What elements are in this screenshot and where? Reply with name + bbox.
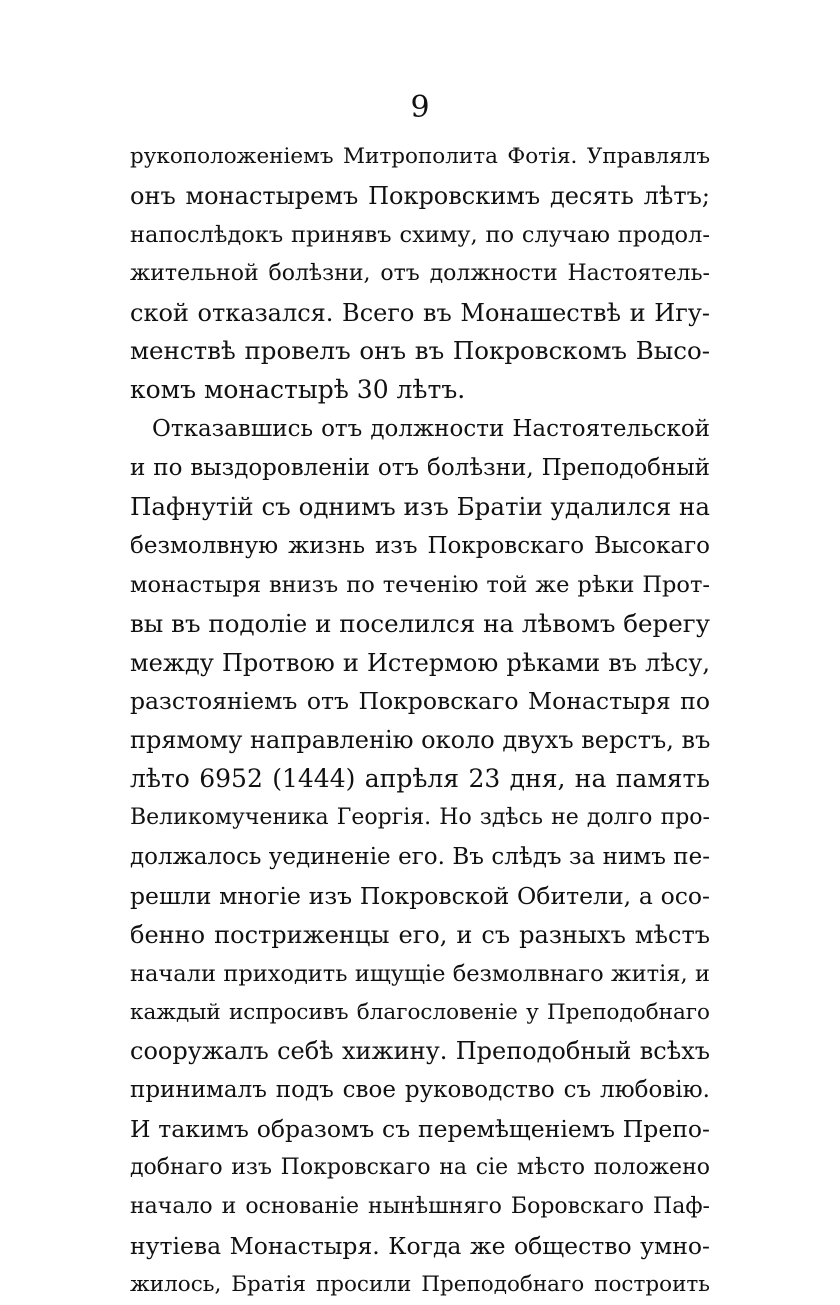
text-line: каждый испросивъ благословенiе у Преподобнаго — [130, 999, 710, 1025]
text-line: Великомученика Георгiя. Но здѣсь не долго про- — [130, 805, 710, 831]
text-line: и по выздоровленiи отъ болѣзни, Преподобный — [130, 455, 710, 482]
text-line: жительной болѣзни, отъ должности Настоятель- — [130, 260, 710, 286]
text-line: разстоянiемъ отъ Покровскаго Монастыря по — [130, 687, 710, 716]
text-line: вы въ подолiе и поселился на лѣвомъ берегу — [130, 608, 710, 638]
text-line: комъ монастырѣ 30 лѣтъ. — [130, 375, 466, 405]
text-line: бенно постриженцы его, и съ разныхъ мѣстъ — [130, 920, 710, 949]
text-line: онъ монастыремъ Покровскимъ десять лѣтъ; — [130, 181, 710, 210]
text-line: сооружалъ себѣ хижину. Преподобный всѣхъ — [130, 1037, 710, 1066]
text-line: И такимъ образомъ съ перемѣщенiемъ Препо- — [130, 1115, 710, 1144]
text-line: рукоположенiемъ Митрополита Фотiя. Управлялъ — [130, 144, 710, 169]
text-line: менствѣ провелъ онъ въ Покровскомъ Высо- — [130, 336, 710, 366]
text-line: нутiева Монастыря. Когда же общество умно- — [130, 1231, 710, 1260]
text-line: лѣто 6952 (1444) апрѣля 23 дня, на память — [130, 764, 710, 794]
text-line: добнаго изъ Покровскаго на сiе мѣсто положено — [130, 1155, 710, 1181]
text-line: прямому направленiю около двухъ верстъ, въ — [130, 726, 710, 755]
text-line: Отказавшись отъ должности Настоятельской — [152, 416, 710, 443]
text-line: монастыря внизъ по теченiю той же рѣки Прот- — [130, 571, 710, 598]
text-line: жилось, Братiя просили Преподобнаго построить — [130, 1271, 710, 1297]
page-number: 9 — [410, 90, 430, 125]
text-line: безмолвную жизнь изъ Покровскаго Высокаго — [130, 532, 710, 559]
body-text — [130, 138, 710, 1305]
text-line: напослѣдокъ принявъ схиму, по случаю продол- — [130, 221, 710, 248]
text-line: должалось уединенiе его. Въ слѣдъ за нимъ пе- — [130, 844, 710, 871]
text-line: начало и основанiе нынѣшняго Боровскаго Паф- — [130, 1194, 710, 1220]
text-line: ской отказался. Всего въ Монашествѣ и Игу- — [130, 298, 710, 327]
text-line: принималъ подъ свое руководство съ любовiю. — [130, 1077, 710, 1104]
text-line: решли многiе изъ Покровской Обители, а осо- — [130, 881, 710, 910]
text-line: начали приходить ищущiе безмолвнаго житiя, и — [130, 960, 710, 987]
text-line: между Протвою и Истермою рѣками въ лѣсу, — [130, 648, 710, 677]
text-line: Пафнутiй съ однимъ изъ Братiи удалился на — [130, 492, 710, 522]
